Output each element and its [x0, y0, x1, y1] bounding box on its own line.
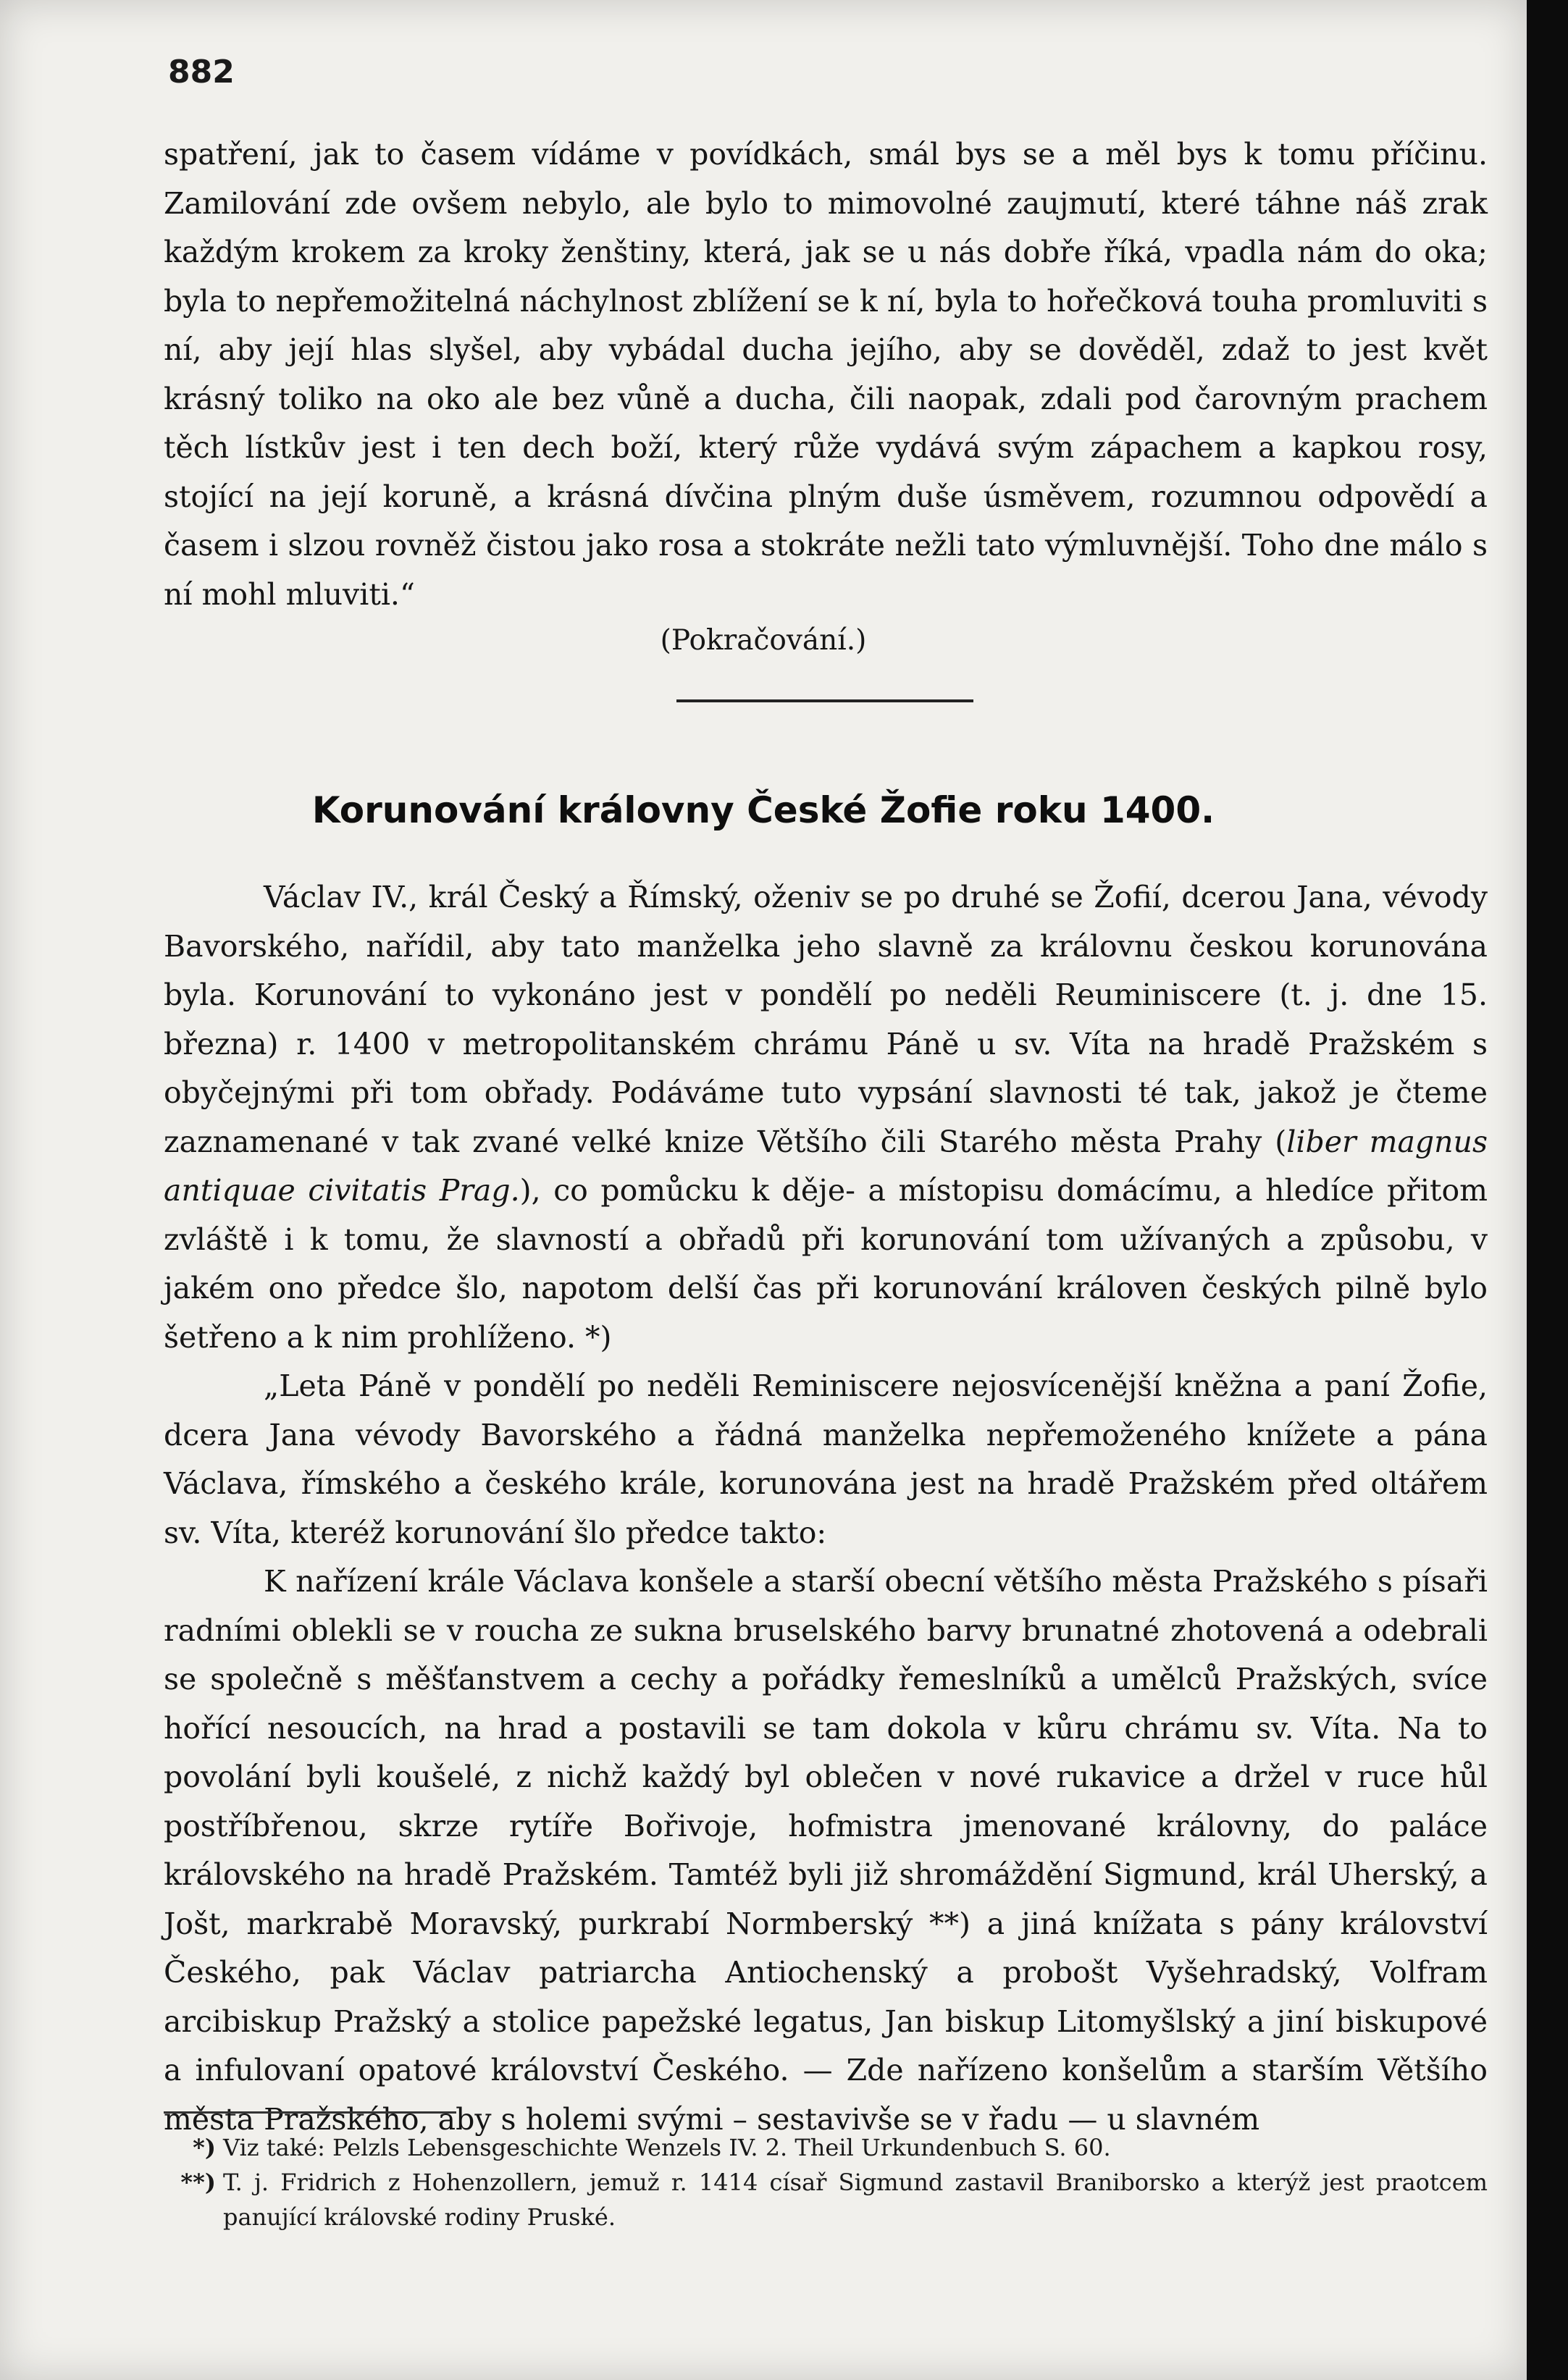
article-p1-part1: Václav IV., král Český a Římský, oženiv se po druhé se Žofií, dcerou Jana, vévody Bavorského, nařídil, aby tato manželka jeho slavně za královnu českou korunována byla. Korunování to vykonáno jest v pondělí po neděli Reuminiscere (t. j. dne 15. března) r. 1400 v metropolitanském chrámu Páně u sv. Víta na hradě Pražském s obyčejnými při tom obřady. Podáváme tuto vypsání slavnosti té tak, jakož je čteme zaznamenané v tak zvané velké knize Většího čili Starého města Prahy (: [164, 880, 1488, 1159]
footnote-1: [164, 2130, 1488, 2165]
footnote-2-mark: **): [180, 2169, 216, 2196]
article-p1-citation: liber magnus antiquae civitatis Prag.: [164, 1124, 1488, 1208]
footnote-1-text: Viz také: Pelzls Lebensgeschichte Wenzels IV. 2. Theil Urkundenbuch S. 60.: [223, 2134, 1111, 2161]
article-body: [164, 873, 1488, 2144]
footnote-rule: [164, 2111, 456, 2114]
article-p1-part2: ), co pomůcku k děje- a místopisu domácímu, a hledíce přitom zvláště i k tomu, že slavností a obřadů při korunování tom užívaných a způsobu, v jakém ono předce šlo, napotom delší čas při korunování královen českých pilně bylo šetřeno a k nim prohlíženo. *): [164, 1173, 1488, 1355]
article-title: Korunování královny České Žofie roku 1400.: [311, 789, 1215, 831]
intro-paragraph: spatření, jak to časem vídáme v povídkách, smál bys se a měl bys k tomu příčinu. Zamilování zde ovšem nebylo, ale bylo to mimovolné zaujmutí, které táhne náš zrak každým krokem za kroky ženštiny, která, jak se u nás dobře říká, vpadla nám do oka; byla to nepřemožitelná náchylnost zblížení se k ní, byla to hořečková touha promluviti s ní, aby její hlas slyšel, aby vybádal ducha jejího, aby se dověděl, zdaž to jest květ krásný toliko na oko ale bez vůně a ducha, čili naopak, zdali pod čarovným prachem těch lístkův jest i ten dech boží, který růže vydává svým zápachem a kapkou rosy, stojící na její koruně, a krásná dívčina plným duše úsměvem, rozumnou odpovědí a časem i slzou rovněž čistou jako rosa a stokráte nežli tato výmluvnější. Toho dne málo s ní mohl mluviti.“: [164, 137, 1488, 612]
section-separator: [676, 699, 973, 702]
article-paragraph-2: „Leta Páně v pondělí po neděli Reminiscere nejosvícenější kněžna a paní Žofie, dcera Jana vévody Bavorského a řádná manželka nepřemoženého knížete a pána Václava, římského a českého krále, korunována jest na hradě Pražském před oltářem sv. Víta, kteréž korunování šlo předce takto:: [164, 1368, 1488, 1550]
intro-text: [164, 130, 1488, 619]
article-paragraph-1: [164, 873, 1488, 1362]
continued-note: (Pokračování.): [660, 624, 867, 657]
page-number: 882: [168, 54, 235, 91]
footnote-2: [164, 2165, 1488, 2234]
footnotes: [164, 2130, 1488, 2234]
footnote-2-text: T. j. Fridrich z Hohenzollern, jemuž r. 1414 císař Sigmund zastavil Braniborsko a kterýž jest praotcem panující královské rodiny Pruské.: [223, 2169, 1488, 2231]
footnote-1-mark: *): [193, 2134, 216, 2161]
article-paragraph-3: K nařízení krále Václava konšele a starší obecní většího města Pražského s písaři radními oblekli se v roucha ze sukna bruselského barvy brunatné zhotovená a odebrali se společně s měšťanstvem a cechy a pořádky řemeslníků a umělců Pražských, svíce hořící nesoucích, na hrad a postavili se tam dokola v kůru chrámu sv. Víta. Na to povolání byli koušelé, z nichž každý byl oblečen v nové rukavice a držel v ruce hůl postříbřenou, skrze rytíře Bořivoje, hofmistra jmenované královny, do paláce královského na hradě Pražském. Tamtéž byli již shromáždění Sigmund, král Uherský, a Jošt, markrabě Moravský, purkrabí Normberský **) a jiná knížata s pány království Českého, pak Václav patriarcha Antiochenský a probošt Vyšehradský, Volfram arcibiskup Pražský a stolice papežské legatus, Jan biskup Litomyšlský a jiní biskupové a infulovaní opatové království Českého. — Zde nařízeno konšelům a starším Většího města Pražského, aby s holemi svými – sestavivše se v řadu — u slavném: [164, 1564, 1488, 2137]
